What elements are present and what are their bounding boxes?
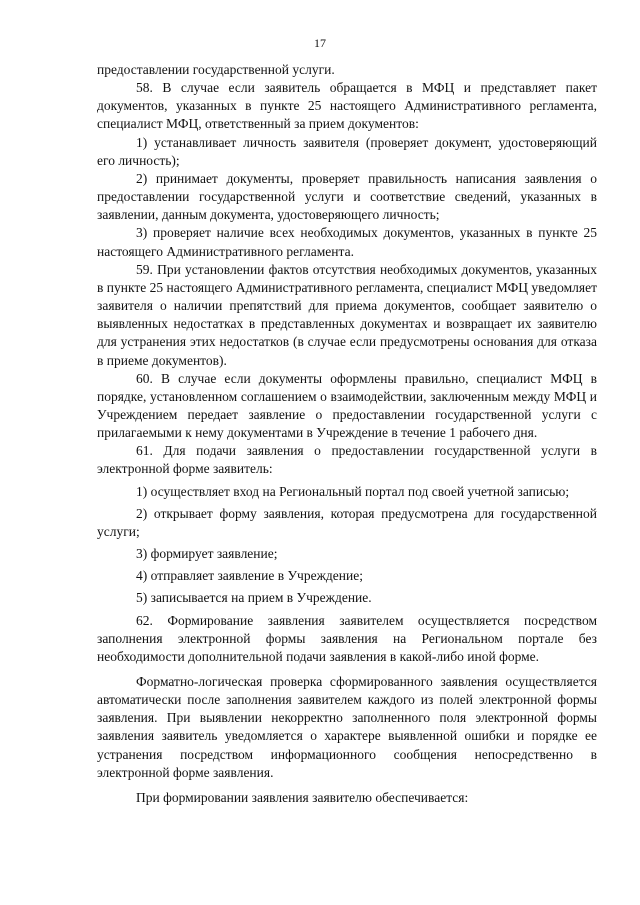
paragraph-61-item-4: 4) отправляет заявление в Учреждение; — [136, 568, 363, 584]
paragraph-62: 62. Формирование заявления заявителем осуществляется посредством заполнения электронной формы заявления на Региональном портале без необходимости дополнительной подачи заявления в какой-либо иной форме. — [97, 612, 597, 664]
document-body — [97, 61, 597, 807]
paragraph-format-check: Форматно-логическая проверка сформированного заявления осуществляется автоматически после заполнения заявителем каждого из полей электронной формы заявления. При выявлении некорректно заполненного поля электронной формы заявления заявитель уведомляется о характере выявленной ошибки и порядке ее устранения посредством информационного сообщения непосредственно в электронной форме заявления. — [97, 674, 597, 780]
paragraph-61-item-2: 2) открывает форму заявления, которая предусмотрена для государственной услуги; — [97, 505, 597, 539]
paragraph-provided: При формировании заявления заявителю обеспечивается: — [136, 789, 469, 805]
paragraph-61-item-5: 5) записывается на прием в Учреждение. — [136, 590, 372, 606]
paragraph-58-item-3: 3) проверяет наличие всех необходимых документов, указанных в пункте 25 настоящего Административного регламента. — [97, 225, 597, 259]
paragraph-58: 58. В случае если заявитель обращается в МФЦ и представляет пакет документов, указанных в пункте 25 настоящего Административного регламента, специалист МФЦ, ответственный за прием документов: — [97, 80, 597, 132]
page-number: 17 — [314, 36, 326, 50]
paragraph-59: 59. При установлении фактов отсутствия необходимых документов, указанных в пункте 25 настоящего Административного регламента, специалист МФЦ уведомляет заявителя о наличии препятствий для приема документов, сообщает заявителю о выявленных недостатках в представленных документах и возвращает их заявителю для устранения этих недостатков (в случае если предусмотрены основания для отказа в приеме документов). — [97, 261, 598, 368]
paragraph-60: 60. В случае если документы оформлены правильно, специалист МФЦ в порядке, установленном соглашением о взаимодействии, заключенным между МФЦ и Учреждением передает заявление о предоставлении государственной услуги с прилагаемыми к нему документами в Учреждение в течение 1 рабочего дня. — [97, 370, 597, 441]
paragraph-61-item-3: 3) формирует заявление; — [136, 546, 278, 562]
paragraph-continuation: предоставлении государственной услуги. — [97, 62, 335, 77]
paragraph-58-item-2: 2) принимает документы, проверяет правильность написания заявления о предоставлении государственной услуги и соответствие сведений, указанных в заявлении, данным документа, удостоверяющего личность; — [97, 170, 597, 223]
paragraph-61-item-1: 1) осуществляет вход на Региональный портал под своей учетной записью; — [136, 483, 570, 499]
paragraph-58-item-1: 1) устанавливает личность заявителя (проверяет документ, удостоверяющий его личность); — [97, 134, 597, 168]
paragraph-61: 61. Для подачи заявления о предоставлении государственной услуги в электронной форме заявитель: — [97, 443, 597, 477]
